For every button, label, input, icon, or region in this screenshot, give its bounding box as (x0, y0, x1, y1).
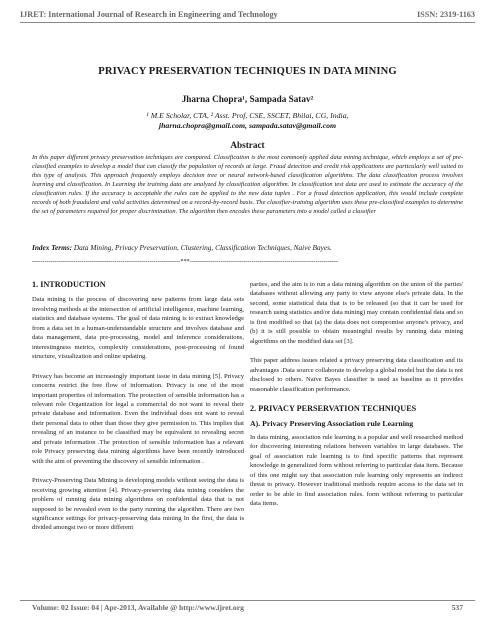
index-terms (32, 243, 463, 252)
paper-title: PRIVACY PRESERVATION TECHNIQUES IN DATA MINING (98, 66, 397, 77)
abstract-text: In this paper different privacy preservation techniques are compared. Classification is the most commonly applied data mining technique, which employs a set of pre-classified examples to develop a model that can classify the population of records at large. Fraud detection and credit risk applications are particularly well suited to this type of analysis. This approach frequently employs decision tree or neural network-based classification algorithms. The data classification process involves learning and classification. In Learning the training data are analyzed by classification algorithm. In classification test data are used to estimate the accuracy of the classification rules. If the accuracy is acceptable the rules can be applied to the new data tuples . For a fraud detection application, this would include complete records of both fraudulent and valid activities determined on a record-by-record basis. The classifier-training algorithm uses these pre-classified examples to determine the set of parameters required for proper discrimination. The algorithm then encodes these parameters into a model called a classifier (32, 154, 463, 216)
volume-info: Volume: 02 Issue: 04 | Apr-2013, Available @ http://www.ijret.org (32, 603, 244, 612)
page-header (20, 10, 475, 28)
right-column (250, 280, 463, 509)
paragraph: parties, and the aim is to run a data mining algorithm on the union of the parties' databases without allowing any party to view anyone else's private data. In the second, some statistical data that is to be released (so that it can be used for research using statistics and/or data mining) may contain confidential data and so is first modified so that (a) the data does not compromise anyone's privacy, and (b) it is still possible to obtain meaningful results by running data mining algorithms on the modified data set [3]. (250, 281, 463, 345)
page-footer (32, 603, 463, 615)
footer-rule (20, 600, 475, 601)
issn: ISSN: 2319-1163 (416, 10, 475, 19)
page-number: 537 (451, 603, 463, 612)
section-heading-techniques: 2. PRIVACY PERSERVATION TECHNIQUES (250, 403, 417, 413)
paragraph: This paper address issues related a privacy preserving data classification and its advantages .Data source collaborate to develop a global model but the data is not disclosed to others. Naïve Bayes classifier is used as baseline as it provides reasonable classification performance. (250, 357, 463, 393)
abstract-heading: Abstract (230, 140, 265, 150)
section-separator: ------------------------------------------------------------------------***------------------------------------------------------------------------ (32, 258, 338, 265)
paragraph: In data mining, association rule learning is a popular and well researched method for discovering interesting relations between variables in large databases. The goal of association rule learning is to find specific patterns that represent knowledge in generalized form without referring to particular data item. Because of this one might say that association rule learning only represents an indirect threat to privacy. However traditional methods require access to the data set in order to be able to find association rules. form without referring to particular data items. (250, 433, 463, 508)
paragraph: Privacy-Preserving Data Mining is developing models without seeing the data is receiving growing attention [4]. Privacy-preserving data mining considers the problem of running data mining algorithms on confidential data that is not supposed to be revealed even to the party running the algorithm. There are two significance settings for privacy-preserving data mining In the first, the data is divided amongst two or more different (32, 477, 244, 532)
left-column (32, 280, 244, 533)
index-terms-text: Data Mining, Privacy Preservation, Clustering, Classification Techniques, Naive Bayes. (72, 243, 332, 252)
index-terms-label: Index Terms: (32, 243, 73, 252)
paragraph: Data mining is the process of discovering new patterns from large data sets involving methods at the intersection of artificial intelligence, machine learning, statistics and database systems. The goal of data mining is to extract knowledge from a data set in a human-understandable structure and involves database and data management, data pre-processing, model and inference considerations, interestingness metrics, complexity considerations, post-processing of found structure, visualization and online updating. (32, 296, 244, 361)
header-rule (20, 22, 475, 23)
subsection-heading: A). Privacy Preserving Association rule Learning (250, 419, 414, 429)
journal-name: IJRET: International Journal of Research in Engineering and Technology (20, 10, 278, 19)
author-emails: jharna.chopra@gmail.com, sampada.satav@gmail.com (158, 121, 337, 130)
affiliation: ¹ M.E Scholar, CTA, ² Asst. Prof, CSE, SSCET, Bhilai, CG, India, (146, 111, 349, 120)
authors: Jharna Chopra¹, Sampada Satav² (181, 94, 314, 104)
section-heading-introduction: 1. INTRODUCTION (32, 280, 106, 289)
paragraph: Privacy has become an increasingly important issue in data mining [5]. Privacy concerns restrict the free flow of information. Privacy is one of the most important properties of information. The protection of sensible information has a relevant role Organization for legal a commercial do not want to reveal their private database and information. Even the individual does not want to reveal their personal data to other than those they give permission to. This implies that revealing of an instance to be classified may be equivalent to revealing secret and private information .The protection of sensible information has a relevant role Privacy preserving data mining algorithms have been recently introduced with the aim of preventing the discovery of sensible information . (32, 372, 244, 465)
